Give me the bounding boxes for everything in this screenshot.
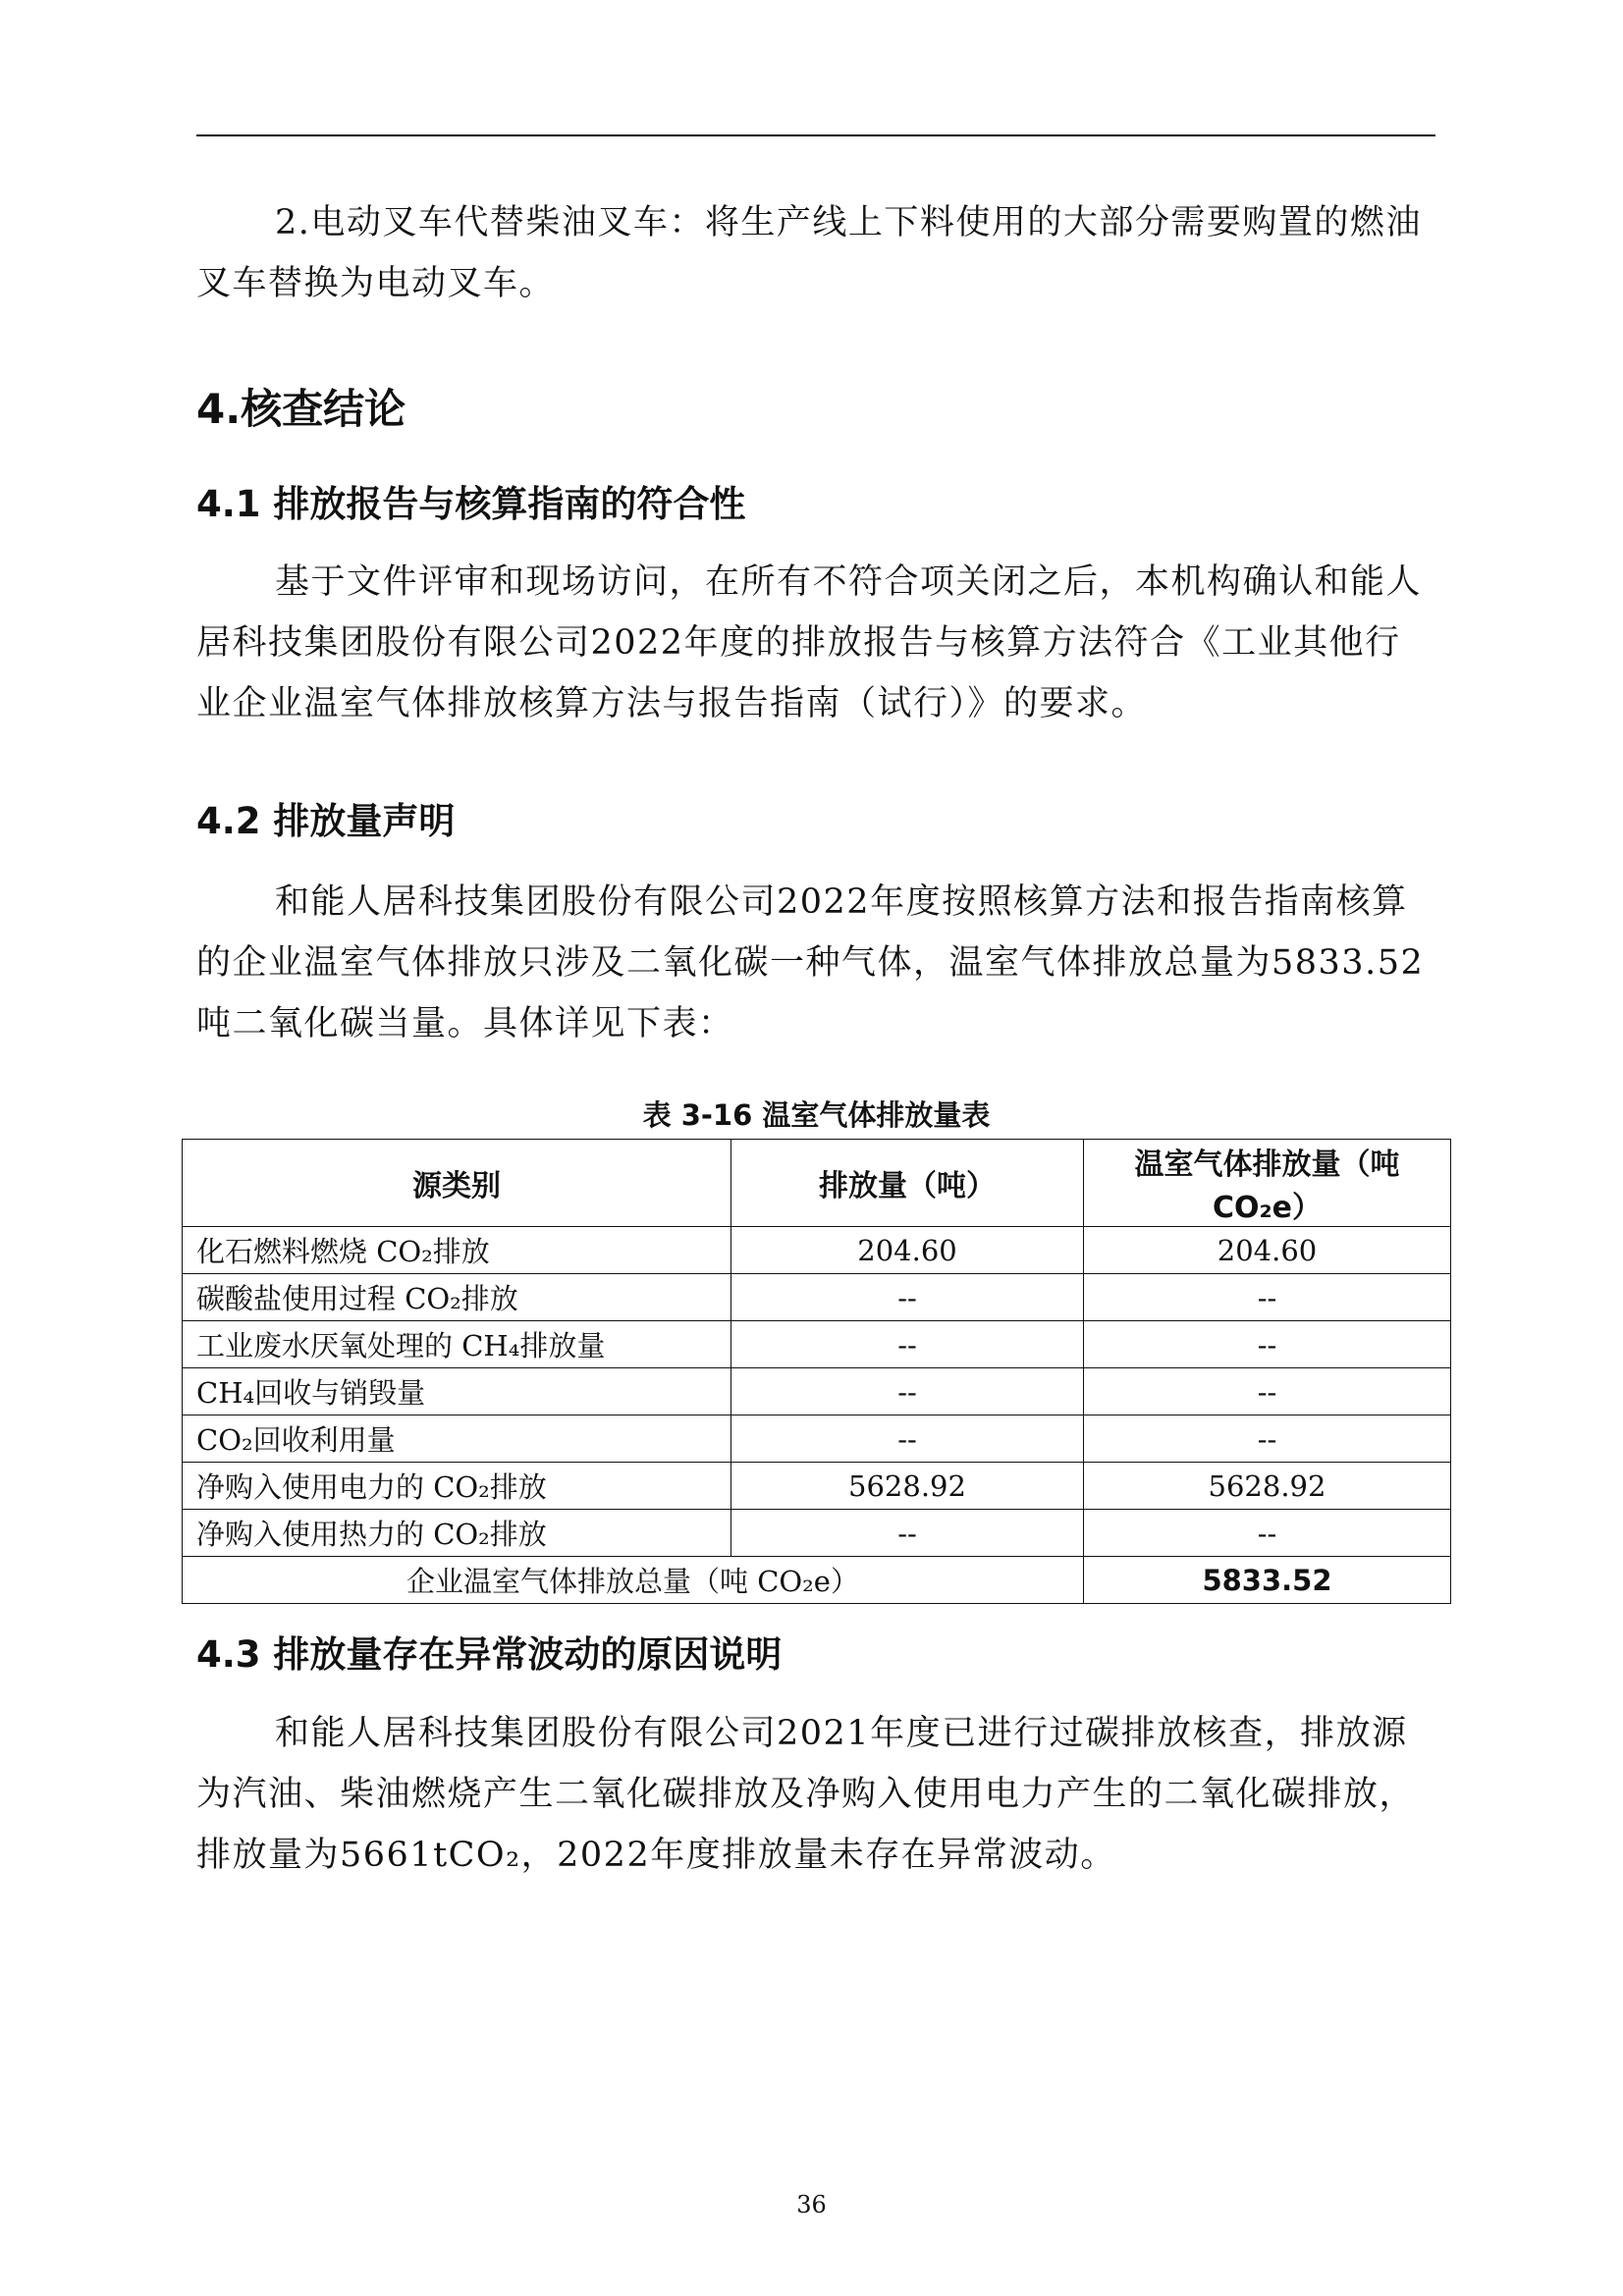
row-emissions: 204.60 — [731, 1227, 1084, 1274]
table-caption: 表 3-16 温室气体排放量表 — [642, 1098, 991, 1132]
header-rule — [196, 134, 1435, 136]
row-source: 净购入使用电力的 CO₂排放 — [183, 1463, 731, 1510]
section-heading-4: 4.核查结论 — [196, 385, 406, 433]
table-row — [183, 1368, 1451, 1415]
table-row — [183, 1274, 1451, 1321]
section-heading-4-2: 4.2 排放量声明 — [196, 800, 456, 842]
row-source: 净购入使用热力的 CO₂排放 — [183, 1510, 731, 1557]
header-ghg-emissions-co2e: 温室气体排放量（吨 CO₂e） — [1084, 1140, 1451, 1227]
paragraph-4-2: 和能人居科技集团股份有限公司2022年度按照核算方法和报告指南核算的企业温室气体排放只涉及二氧化碳一种气体，温室气体排放总量为5833.52吨二氧化碳当量。具体详见下表： — [196, 882, 1425, 1043]
row-co2e: -- — [1084, 1274, 1451, 1321]
row-source: 碳酸盐使用过程 CO₂排放 — [183, 1274, 731, 1321]
row-co2e: -- — [1084, 1321, 1451, 1368]
header-emissions-tonnes: 排放量（吨） — [731, 1140, 1084, 1227]
row-co2e: -- — [1084, 1415, 1451, 1463]
row-source: CO₂回收利用量 — [183, 1415, 731, 1463]
total-value: 5833.52 — [1084, 1557, 1451, 1604]
paragraph-4-3: 和能人居科技集团股份有限公司2021年度已进行过碳排放核查，排放源为汽油、柴油燃烧产生二氧化碳排放及净购入使用电力产生的二氧化碳排放，排放量为5661tCO₂，2022年度排放量未存在异常波动。 — [196, 1714, 1416, 1875]
row-emissions: -- — [731, 1274, 1084, 1321]
section-heading-4-1: 4.1 排放报告与核算指南的符合性 — [196, 483, 746, 525]
row-emissions: -- — [731, 1510, 1084, 1557]
row-emissions: -- — [731, 1321, 1084, 1368]
table-row — [183, 1510, 1451, 1557]
row-source: 工业废水厌氧处理的 CH₄排放量 — [183, 1321, 731, 1368]
intro-paragraph: 2.电动叉车代替柴油叉车：将生产线上下料使用的大部分需要购置的燃油叉车替换为电动叉车。 — [196, 203, 1422, 303]
total-label: 企业温室气体排放总量（吨 CO₂e） — [183, 1557, 1084, 1604]
table-header-row — [183, 1140, 1451, 1227]
table-total-row — [183, 1557, 1451, 1604]
emissions-table — [182, 1139, 1451, 1604]
row-emissions: 5628.92 — [731, 1463, 1084, 1510]
row-source: 化石燃料燃烧 CO₂排放 — [183, 1227, 731, 1274]
table-row — [183, 1415, 1451, 1463]
table-row — [183, 1227, 1451, 1274]
row-co2e: 5628.92 — [1084, 1463, 1451, 1510]
table-row — [183, 1321, 1451, 1368]
row-emissions: -- — [731, 1415, 1084, 1463]
row-emissions: -- — [731, 1368, 1084, 1415]
page-number: 36 — [796, 2191, 827, 2218]
row-co2e: -- — [1084, 1368, 1451, 1415]
row-co2e: -- — [1084, 1510, 1451, 1557]
row-co2e: 204.60 — [1084, 1227, 1451, 1274]
row-source: CH₄回收与销毁量 — [183, 1368, 731, 1415]
table-row — [183, 1463, 1451, 1510]
section-heading-4-3: 4.3 排放量存在异常波动的原因说明 — [196, 1633, 783, 1676]
paragraph-4-1: 基于文件评审和现场访问，在所有不符合项关闭之后，本机构确认和能人居科技集团股份有限公司2022年度的排放报告与核算方法符合《工业其他行业企业温室气体排放核算方法与报告指南（试行）》的要求。 — [196, 562, 1423, 723]
header-source-category: 源类别 — [183, 1140, 731, 1227]
